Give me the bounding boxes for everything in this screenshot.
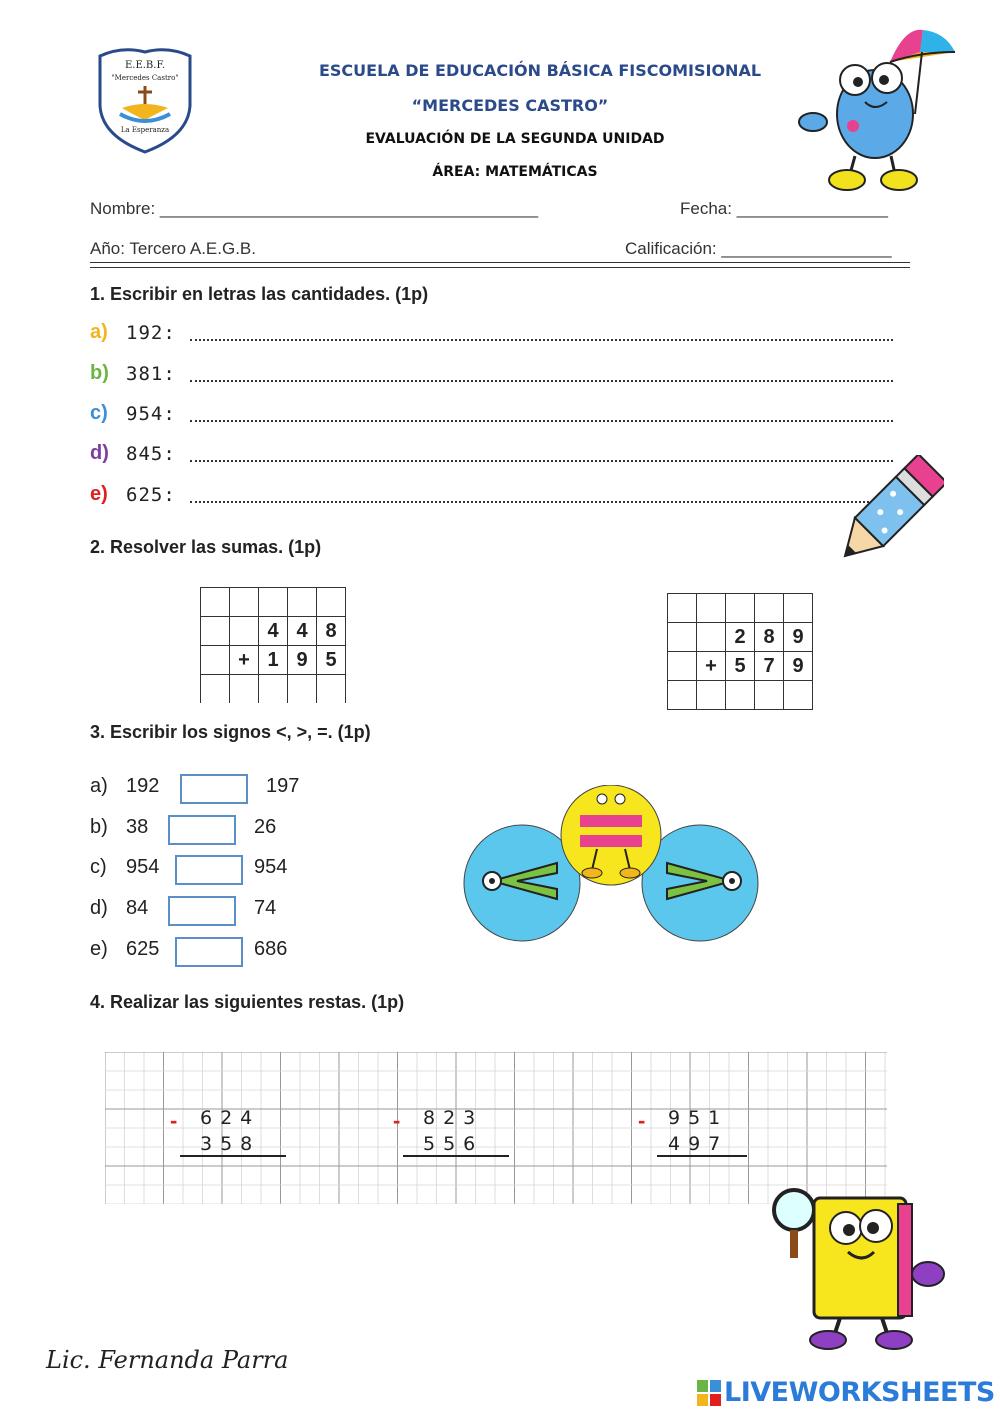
question-3-title: 3. Escribir los signos <, >, =. (1p) xyxy=(90,722,371,742)
q1-answer-line[interactable] xyxy=(190,420,893,422)
sum1-top-digit: 8 xyxy=(317,617,346,646)
comparison-signs-illustration xyxy=(462,785,762,945)
svg-text:E.E.B.F.: E.E.B.F. xyxy=(124,60,166,71)
grid-cell[interactable] xyxy=(288,588,317,617)
q1-item-letter: b) xyxy=(90,362,109,384)
area-title: ÁREA: MATEMÁTICAS xyxy=(432,164,598,180)
fecha-field[interactable]: Fecha: ________________ xyxy=(680,199,888,218)
q3-item-label: b) xyxy=(90,816,108,838)
q3-answer-box[interactable] xyxy=(175,855,243,885)
q3-answer-box[interactable] xyxy=(180,774,248,804)
svg-text:La Esperanza: La Esperanza xyxy=(120,126,170,134)
school-logo xyxy=(92,44,198,156)
answer-cell[interactable] xyxy=(668,681,697,710)
grid-cell xyxy=(697,623,726,652)
q1-answer-line[interactable] xyxy=(190,501,893,503)
nombre-field[interactable]: Nombre: ________________________________________ xyxy=(90,199,539,218)
q1-item-value: 381: xyxy=(126,363,176,385)
sum1-bottom-digit: 5 xyxy=(317,646,346,675)
book-mascot-illustration xyxy=(770,1180,948,1350)
grid-cell[interactable] xyxy=(317,588,346,617)
subtraction-subtrahend: 556 xyxy=(423,1133,484,1155)
q1-item-letter: e) xyxy=(90,483,108,505)
subtraction-result-line xyxy=(403,1155,509,1157)
liveworksheets-brand[interactable] xyxy=(697,1377,995,1408)
q3-answer-box[interactable] xyxy=(168,896,236,926)
teacher-signature: Lic. Fernanda Parra xyxy=(46,1346,289,1374)
grid-cell[interactable] xyxy=(755,594,784,623)
subtraction-minuend: 951 xyxy=(668,1107,729,1129)
grid-cell[interactable] xyxy=(259,588,288,617)
pencil-illustration xyxy=(828,455,944,575)
subtraction-minus-sign: - xyxy=(393,1108,401,1133)
q3-right-value: 197 xyxy=(266,775,300,797)
umbrella-mascot-illustration xyxy=(795,22,965,194)
sum2-top-digit: 8 xyxy=(755,623,784,652)
q1-answer-line[interactable] xyxy=(190,380,893,382)
q3-answer-box[interactable] xyxy=(168,815,236,845)
q3-right-value: 26 xyxy=(254,816,277,838)
sum1-top-digit: 4 xyxy=(259,617,288,646)
q3-right-value: 954 xyxy=(254,856,288,878)
q1-item-value: 845: xyxy=(126,443,176,465)
calificacion-field[interactable]: Calificación: __________________ xyxy=(625,239,892,258)
q3-left-value: 625 xyxy=(126,938,160,960)
q3-item-label: a) xyxy=(90,775,108,797)
subtraction-minuend: 624 xyxy=(200,1107,261,1129)
anio-field: Año: Tercero A.E.G.B. xyxy=(90,239,256,258)
header-divider xyxy=(90,262,910,268)
answer-cell[interactable] xyxy=(201,675,230,704)
answer-cell[interactable] xyxy=(697,681,726,710)
q1-item-value: 625: xyxy=(126,484,176,506)
q1-item-letter: d) xyxy=(90,442,109,464)
grid-cell[interactable] xyxy=(230,588,259,617)
question-4-title: 4. Realizar las siguientes restas. (1p) xyxy=(90,992,405,1012)
q3-left-value: 192 xyxy=(126,775,160,797)
answer-cell[interactable] xyxy=(755,681,784,710)
answer-cell[interactable] xyxy=(726,681,755,710)
q3-left-value: 38 xyxy=(126,816,149,838)
sum2-top-digit: 2 xyxy=(726,623,755,652)
q3-answer-box[interactable] xyxy=(175,937,243,967)
q1-answer-line[interactable] xyxy=(190,339,893,341)
grid-cell[interactable] xyxy=(668,594,697,623)
answer-cell[interactable] xyxy=(784,681,813,710)
q3-right-value: 686 xyxy=(254,938,288,960)
sum2-bottom-digit: 9 xyxy=(784,652,813,681)
subtraction-result-line xyxy=(657,1155,747,1157)
liveworksheets-logo-icon xyxy=(697,1380,721,1406)
svg-text:"Mercedes Castro": "Mercedes Castro" xyxy=(111,74,179,82)
q3-item-label: d) xyxy=(90,897,108,919)
grid-cell xyxy=(201,646,230,675)
sum2-bottom-digit: 5 xyxy=(726,652,755,681)
sum2-sign: + xyxy=(697,652,726,681)
grid-cell[interactable] xyxy=(697,594,726,623)
grid-cell xyxy=(230,617,259,646)
sum1-bottom-digit: 1 xyxy=(259,646,288,675)
grid-cell[interactable] xyxy=(726,594,755,623)
grid-cell[interactable] xyxy=(201,588,230,617)
school-title: “MERCEDES CASTRO” xyxy=(411,96,609,115)
sum1-bottom-digit: 9 xyxy=(288,646,317,675)
sum2-top-digit: 9 xyxy=(784,623,813,652)
subtraction-result-line xyxy=(180,1155,286,1157)
grid-cell xyxy=(668,652,697,681)
question-2-title: 2. Resolver las sumas. (1p) xyxy=(90,537,322,557)
q1-item-letter: a) xyxy=(90,321,108,343)
sum2-bottom-digit: 7 xyxy=(755,652,784,681)
q3-item-label: c) xyxy=(90,856,107,878)
sum1-top-digit: 4 xyxy=(288,617,317,646)
answer-cell[interactable] xyxy=(230,675,259,704)
sum1-sign: + xyxy=(230,646,259,675)
question-1-title: 1. Escribir en letras las cantidades. (1p) xyxy=(90,284,429,304)
grid-cell[interactable] xyxy=(784,594,813,623)
sum-grid-1 xyxy=(200,587,346,703)
subtraction-subtrahend: 358 xyxy=(200,1133,261,1155)
q1-item-value: 954: xyxy=(126,403,176,425)
q3-left-value: 84 xyxy=(126,897,149,919)
grid-cell xyxy=(668,623,697,652)
exam-title: EVALUACIÓN DE LA SEGUNDA UNIDAD xyxy=(365,131,665,147)
q1-item-letter: c) xyxy=(90,402,108,424)
liveworksheets-label: LIVEWORKSHEETS xyxy=(724,1377,995,1408)
subtraction-minus-sign: - xyxy=(638,1108,646,1133)
q3-right-value: 74 xyxy=(254,897,277,919)
answer-cell[interactable] xyxy=(259,675,288,704)
subtraction-subtrahend: 497 xyxy=(668,1133,729,1155)
q1-item-value: 192: xyxy=(126,322,176,344)
q3-item-label: e) xyxy=(90,938,108,960)
grid-cell xyxy=(201,617,230,646)
subtraction-minus-sign: - xyxy=(170,1108,178,1133)
q3-left-value: 954 xyxy=(126,856,160,878)
school-name: ESCUELA DE EDUCACIÓN BÁSICA FISCOMISIONAL xyxy=(318,61,762,80)
answer-cell[interactable] xyxy=(288,675,317,704)
sum-grid-2 xyxy=(667,593,813,710)
subtraction-minuend: 823 xyxy=(423,1107,484,1129)
q1-answer-line[interactable] xyxy=(190,460,893,462)
answer-cell[interactable] xyxy=(317,675,346,704)
